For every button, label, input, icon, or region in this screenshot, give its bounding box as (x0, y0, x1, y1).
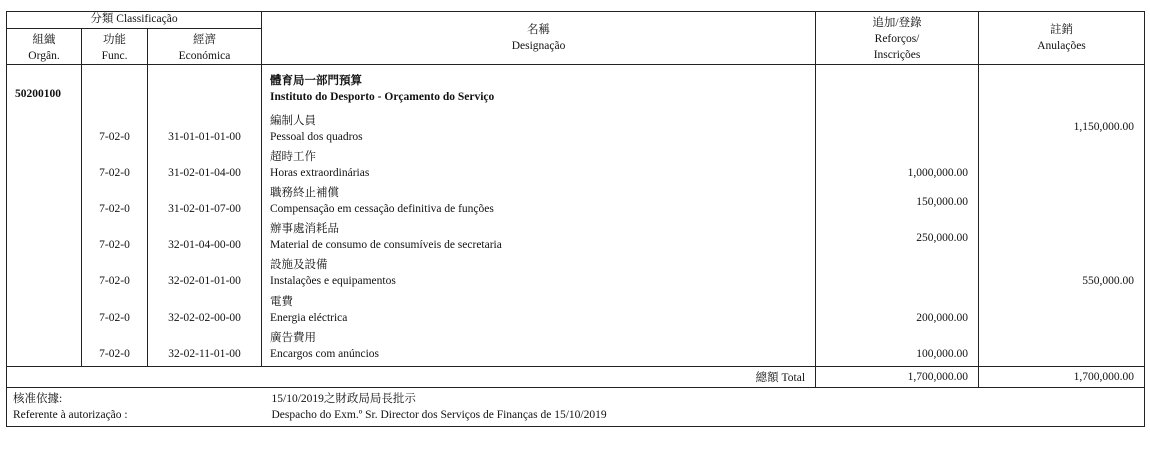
row-designation: 超時工作 Horas extraordinárias (262, 149, 816, 185)
designation-header: 名稱 Designação (262, 12, 816, 65)
reinforcement-amount: 200,000.00 (816, 294, 979, 330)
budget-document (6, 11, 1144, 427)
total-label: 總額 Total (7, 367, 816, 388)
total-reinforcements: 1,700,000.00 (816, 367, 979, 388)
reinforcement-amount (816, 257, 979, 294)
table-row (7, 113, 1145, 149)
function-code: 7-02-0 (82, 330, 148, 367)
row-designation: 辦事處消耗品 Material de consumo de consumíveis de secretaria (262, 221, 816, 257)
annulment-amount: 550,000.00 (979, 257, 1145, 294)
economic-header: 經濟 Económica (148, 29, 262, 65)
annulment-amount (979, 330, 1145, 367)
table-row (7, 257, 1145, 294)
reinforcement-amount: 100,000.00 (816, 330, 979, 367)
annulment-amount: 1,150,000.00 (979, 113, 1145, 149)
table-row (7, 330, 1145, 367)
reinforcement-amount (816, 113, 979, 149)
row-designation: 編制人員 Pessoal dos quadros (262, 113, 816, 149)
authorization-label: 核准依據: Referente à autorização : (13, 393, 128, 421)
economic-code: 32-02-11-01-00 (148, 330, 262, 367)
annulment-amount (979, 221, 1145, 257)
reinforcement-amount: 1,000,000.00 (816, 149, 979, 185)
organ-name: 體育局一部門預算 Instituto do Desporto - Orçamento do Serviço (262, 65, 816, 113)
annulment-amount (979, 294, 1145, 330)
table-row (7, 149, 1145, 185)
organ-code: 50200100 (7, 65, 82, 113)
organ-row (7, 65, 1145, 113)
annulments-header: 註銷 Anulações (979, 12, 1145, 65)
economic-code: 32-01-04-00-00 (148, 221, 262, 257)
economic-code: 31-02-01-04-00 (148, 149, 262, 185)
organ-header: 組織 Orgân. (7, 29, 82, 65)
authorization-footer (6, 388, 1145, 427)
row-designation: 設施及設備 Instalações e equipamentos (262, 257, 816, 294)
classification-header: 分類 Classificação (7, 12, 262, 29)
economic-code: 31-02-01-07-00 (148, 185, 262, 221)
total-row (7, 367, 1145, 388)
authorization-text: 15/10/2019之財政局局長批示 Despacho do Exm.º Sr. Director dos Serviços de Finanças de 15/10/2019 (271, 393, 607, 421)
function-code: 7-02-0 (82, 257, 148, 294)
table-row (7, 294, 1145, 330)
function-code: 7-02-0 (82, 294, 148, 330)
row-designation: 廣告費用 Encargos com anúncios (262, 330, 816, 367)
economic-code: 32-02-01-01-00 (148, 257, 262, 294)
economic-code: 32-02-02-00-00 (148, 294, 262, 330)
row-designation: 職務終止補償 Compensação em cessação definitiva de funções (262, 185, 816, 221)
reinforcements-header: 追加/登錄 Reforços/ Inscrições (816, 12, 979, 65)
function-code: 7-02-0 (82, 113, 148, 149)
function-header: 功能 Func. (82, 29, 148, 65)
reinforcement-amount: 150,000.00 (816, 185, 979, 221)
total-annulments: 1,700,000.00 (979, 367, 1145, 388)
economic-code: 31-01-01-01-00 (148, 113, 262, 149)
row-designation: 電費 Energia eléctrica (262, 294, 816, 330)
function-code: 7-02-0 (82, 185, 148, 221)
table-row (7, 185, 1145, 221)
table-row (7, 221, 1145, 257)
function-code: 7-02-0 (82, 221, 148, 257)
reinforcement-amount: 250,000.00 (816, 221, 979, 257)
function-code: 7-02-0 (82, 149, 148, 185)
annulment-amount (979, 185, 1145, 221)
annulment-amount (979, 149, 1145, 185)
budget-table (6, 11, 1145, 388)
